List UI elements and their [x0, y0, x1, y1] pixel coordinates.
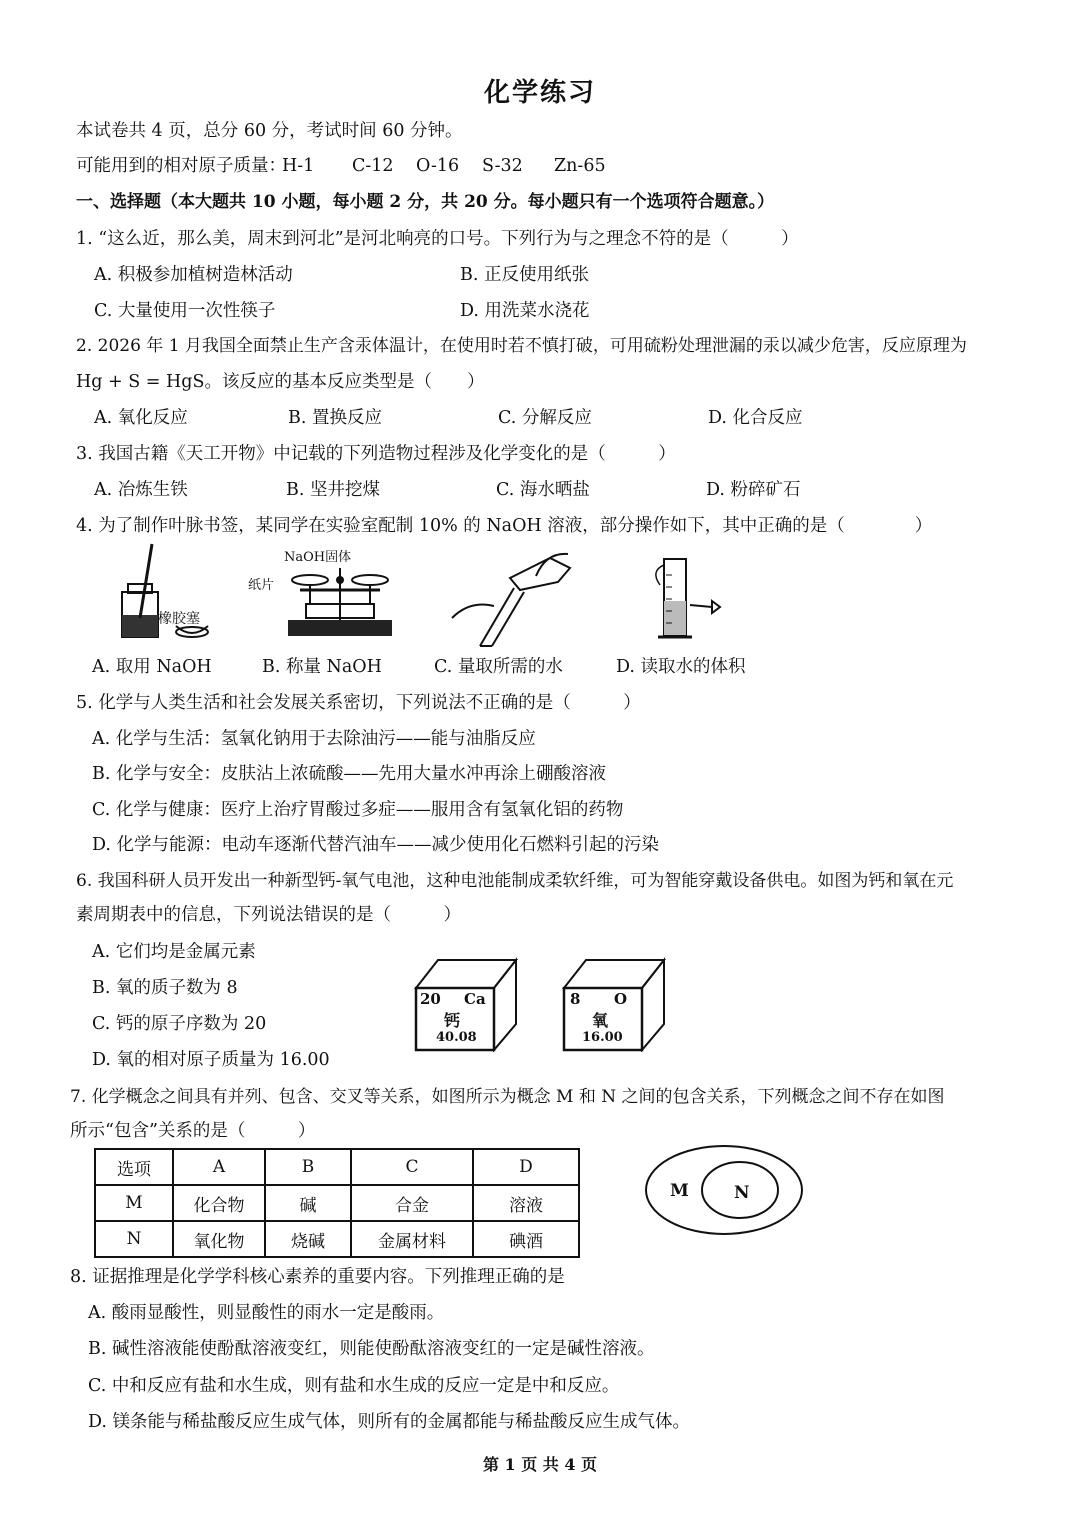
- question-8-stem: 8. 证据推理是化学学科核心素养的重要内容。下列推理正确的是: [70, 1267, 565, 1287]
- table-cell: M: [95, 1185, 173, 1221]
- question-4-option-b: B. 称量 NaOH: [262, 657, 382, 677]
- question-1-stem: 1. “这么近，那么美，周末到河北”是河北响亮的口号。下列行为与之理念不符的是（ ）: [76, 229, 799, 249]
- atomic-mass: S-32: [482, 156, 523, 176]
- question-4-option-c: C. 量取所需的水: [434, 657, 563, 677]
- table-row: [95, 1185, 579, 1221]
- figure-label-naoh-solid: NaOH固体: [284, 550, 352, 565]
- venn-diagram: [640, 1140, 810, 1240]
- question-5-option-c: C. 化学与健康：医疗上治疗胃酸过多症——服用含有氢氧化铝的药物: [92, 800, 624, 820]
- question-1-option-c: C. 大量使用一次性筷子: [94, 301, 276, 321]
- question-2-stem-cont: Hg + S = HgS。该反应的基本反应类型是（ ）: [76, 372, 485, 392]
- atomic-mass: C-12: [352, 156, 394, 176]
- table-cell: N: [95, 1221, 173, 1257]
- venn-label-m: M: [670, 1181, 689, 1201]
- table-cell: 金属材料: [351, 1221, 473, 1257]
- question-3-stem: 3. 我国古籍《天工开物》中记载的下列造物过程涉及化学变化的是（ ）: [76, 444, 676, 464]
- figure-weigh-naoh: [280, 560, 400, 645]
- question-3-option-b: B. 坚井挖煤: [286, 480, 380, 500]
- question-6-option-b: B. 氧的质子数为 8: [92, 978, 238, 998]
- calcium-symbol: Ca: [464, 990, 486, 1008]
- question-4-option-a: A. 取用 NaOH: [92, 657, 212, 677]
- table-cell: B: [265, 1149, 351, 1185]
- atomic-mass: H-1: [282, 156, 315, 176]
- venn-label-n: N: [734, 1183, 750, 1203]
- question-3-option-a: A. 冶炼生铁: [94, 480, 188, 500]
- figure-label-rubber: 橡胶塞: [158, 611, 200, 627]
- question-6-option-d: D. 氧的相对原子质量为 16.00: [92, 1050, 330, 1070]
- question-2-option-c: C. 分解反应: [498, 408, 592, 428]
- table-row: [95, 1221, 579, 1257]
- question-8-option-a: A. 酸雨显酸性，则显酸性的雨水一定是酸雨。: [88, 1303, 445, 1323]
- question-3-option-c: C. 海水晒盐: [496, 480, 590, 500]
- question-7-stem-cont: 所示“包含”关系的是（ ）: [70, 1121, 316, 1141]
- question-2-stem: 2. 2026 年 1 月我国全面禁止生产含汞体温计，在使用时若不慎打破，可用硫粉处理泄漏的汞以减少危害，反应原理为: [76, 336, 967, 356]
- question-8-option-b: B. 碱性溶液能使酚酞溶液变红，则能使酚酞溶液变红的一定是碱性溶液。: [88, 1339, 655, 1359]
- atomic-mass: Zn-65: [554, 156, 606, 176]
- intro-line: 本试卷共 4 页，总分 60 分，考试时间 60 分钟。: [76, 121, 463, 141]
- calcium-atomic-number: 20: [420, 990, 441, 1008]
- figure-label-paper: 纸片: [248, 578, 275, 593]
- table-cell: A: [173, 1149, 265, 1185]
- question-7-stem: 7. 化学概念之间具有并列、包含、交叉等关系，如图所示为概念 M 和 N 之间的包含关系，下列概念之间不存在如图: [70, 1087, 945, 1107]
- question-2-option-a: A. 氧化反应: [94, 408, 188, 428]
- question-8-option-c: C. 中和反应有盐和水生成，则有盐和水生成的反应一定是中和反应。: [88, 1376, 620, 1396]
- figure-read-volume: [640, 555, 730, 645]
- question-5-option-a: A. 化学与生活：氢氧化钠用于去除油污——能与油脂反应: [92, 729, 536, 749]
- table-cell: 碘酒: [473, 1221, 579, 1257]
- oxygen-mass: 16.00: [582, 1030, 623, 1045]
- question-2-option-d: D. 化合反应: [708, 408, 803, 428]
- page-title: 化学练习: [483, 78, 596, 108]
- atomic-mass: O-16: [416, 156, 460, 176]
- question-4-stem: 4. 为了制作叶脉书签，某同学在实验室配制 10% 的 NaOH 溶液，部分操作如下，其中正确的是（ ）: [76, 516, 933, 536]
- question-3-option-d: D. 粉碎矿石: [706, 480, 801, 500]
- question-8-option-d: D. 镁条能与稀盐酸反应生成气体，则所有的金属都能与稀盐酸反应生成气体。: [88, 1412, 691, 1432]
- figure-measure-water: [450, 548, 580, 648]
- question-1-option-d: D. 用洗菜水浇花: [460, 301, 590, 321]
- question-2-option-b: B. 置换反应: [288, 408, 382, 428]
- section-heading: 一、选择题（本大题共 10 小题，每小题 2 分，共 20 分。每小题只有一个选项符合题意。）: [76, 192, 775, 212]
- question-5-option-b: B. 化学与安全：皮肤沾上浓硫酸——先用大量水冲再涂上硼酸溶液: [92, 764, 606, 784]
- calcium-mass: 40.08: [436, 1030, 477, 1045]
- oxygen-atomic-number: 8: [570, 990, 581, 1008]
- question-6-stem: 6. 我国科研人员开发出一种新型钙-氧气电池，这种电池能制成柔软纤维，可为智能穿戴设备供电。如图为钙和氧在元: [76, 871, 954, 891]
- table-cell: 化合物: [173, 1185, 265, 1221]
- question-1-option-b: B. 正反使用纸张: [460, 265, 589, 285]
- question-5-stem: 5. 化学与人类生活和社会发展关系密切，下列说法不正确的是（ ）: [76, 693, 641, 713]
- question-6-option-a: A. 它们均是金属元素: [92, 942, 256, 962]
- table-cell: 选项: [95, 1149, 173, 1185]
- table-cell: 合金: [351, 1185, 473, 1221]
- calcium-name: 钙: [444, 1011, 461, 1030]
- atomic-masses-label: 可能用到的相对原子质量：: [76, 156, 286, 176]
- question-6-option-c: C. 钙的原子序数为 20: [92, 1014, 267, 1034]
- question-4-option-d: D. 读取水的体积: [616, 657, 746, 677]
- table-cell: 烧碱: [265, 1221, 351, 1257]
- question-6-stem-cont: 素周期表中的信息，下列说法错误的是（ ）: [76, 905, 461, 925]
- oxygen-symbol: O: [614, 990, 628, 1008]
- oxygen-name: 氧: [592, 1011, 609, 1030]
- table-cell: C: [351, 1149, 473, 1185]
- options-table: [94, 1148, 580, 1258]
- question-5-option-d: D. 化学与能源：电动车逐渐代替汽油车——减少使用化石燃料引起的污染: [92, 835, 660, 855]
- table-header-row: [95, 1149, 579, 1185]
- page-footer: 第 1 页 共 4 页: [482, 1455, 598, 1474]
- table-cell: 氧化物: [173, 1221, 265, 1257]
- table-cell: D: [473, 1149, 579, 1185]
- question-1-option-a: A. 积极参加植树造林活动: [94, 265, 293, 285]
- figure-take-naoh: [112, 540, 212, 645]
- table-cell: 溶液: [473, 1185, 579, 1221]
- table-cell: 碱: [265, 1185, 351, 1221]
